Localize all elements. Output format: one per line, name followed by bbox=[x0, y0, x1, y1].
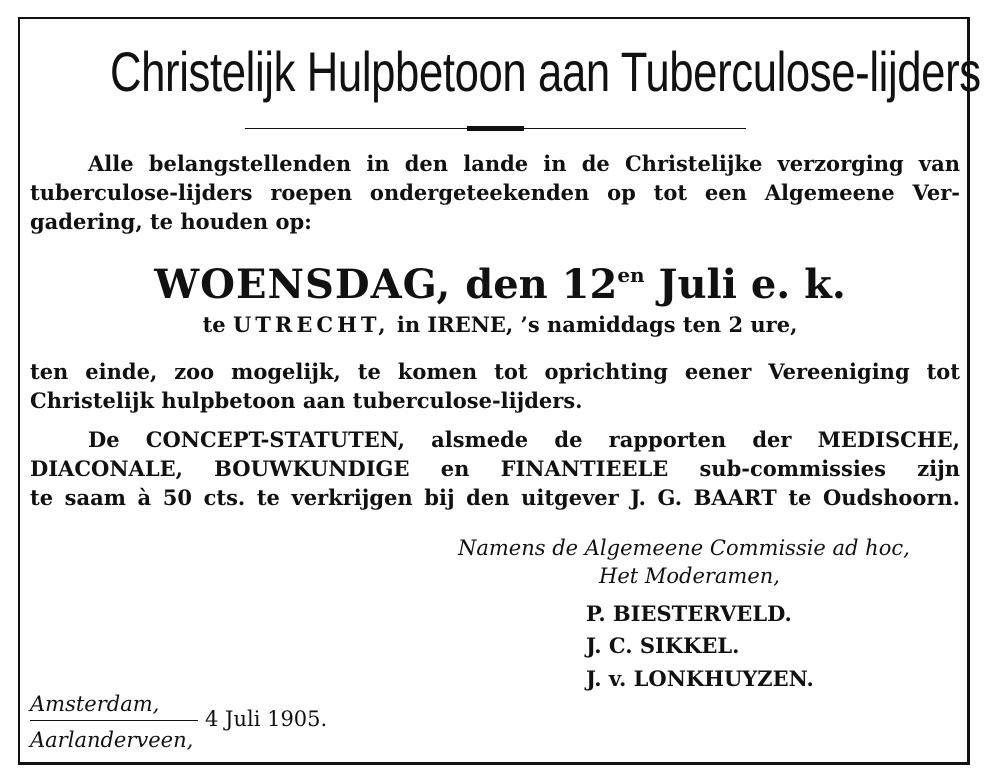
meeting-date-prefix: den 12 bbox=[465, 261, 618, 308]
intro-line-1: Alle belangstellenden in den lande in de Christelijke verzorging van bbox=[88, 151, 960, 176]
notice-title: Christelijk Hulpbetoon aan Tuberculose-lijders bbox=[110, 40, 981, 103]
statutes-line-2: DIACONALE, BOUWKUNDIGE en FINANTIEELE sub-commissies zijn bbox=[30, 456, 960, 481]
footer-place-1: Amsterdam, bbox=[30, 692, 160, 716]
meeting-te: te bbox=[202, 312, 226, 337]
divider-right bbox=[524, 128, 746, 129]
statutes-line-3: te saam à 50 cts. te verkrijgen bij den uitgever J. G. BAART te Oudshoorn. bbox=[30, 485, 960, 510]
meeting-date-heading bbox=[0, 251, 1000, 309]
intro-paragraph bbox=[30, 149, 960, 236]
signoff-moderamen: Het Moderamen, bbox=[599, 564, 780, 588]
statutes-paragraph bbox=[30, 425, 960, 512]
meeting-location: in IRENE, ’s namiddags ten 2 ure, bbox=[396, 312, 798, 337]
footer-place-2: Aarlanderveen, bbox=[30, 728, 194, 752]
signatory-2: J. C. SIKKEL. bbox=[586, 633, 740, 658]
meeting-weekday: WOENSDAG, bbox=[154, 261, 452, 308]
meeting-city: UTRECHT, bbox=[232, 312, 390, 337]
divider-left bbox=[245, 128, 467, 129]
meeting-location-line bbox=[0, 311, 1000, 339]
footer-place-rule bbox=[30, 720, 198, 721]
footer-date: 4 Juli 1905. bbox=[205, 707, 328, 731]
meeting-date-suffix: en bbox=[617, 263, 645, 287]
signatory-1: P. BIESTERVELD. bbox=[586, 601, 792, 626]
meeting-date-rest: Juli e. k. bbox=[658, 261, 846, 308]
statutes-line-1: De CONCEPT-STATUTEN, alsmede de rapporten der MEDISCHE, bbox=[88, 427, 960, 452]
intro-line-2: tuberculose-lijders roepen ondergeteekenden op tot een Algemeene Ver- bbox=[30, 180, 960, 205]
intro-line-3: gadering, te houden op: bbox=[30, 209, 312, 234]
purpose-line-1: ten einde, zoo mogelijk, te komen tot oprichting eener Vereeniging tot bbox=[30, 359, 960, 384]
signoff-namens: Namens de Algemeene Commissie ad hoc, bbox=[458, 536, 910, 560]
purpose-paragraph bbox=[30, 357, 960, 415]
divider-center-bar bbox=[467, 126, 524, 131]
purpose-line-2: Christelijk hulpbetoon aan tuberculose-lijders. bbox=[30, 388, 583, 413]
signatory-3: J. v. LONKHUYZEN. bbox=[586, 666, 814, 691]
